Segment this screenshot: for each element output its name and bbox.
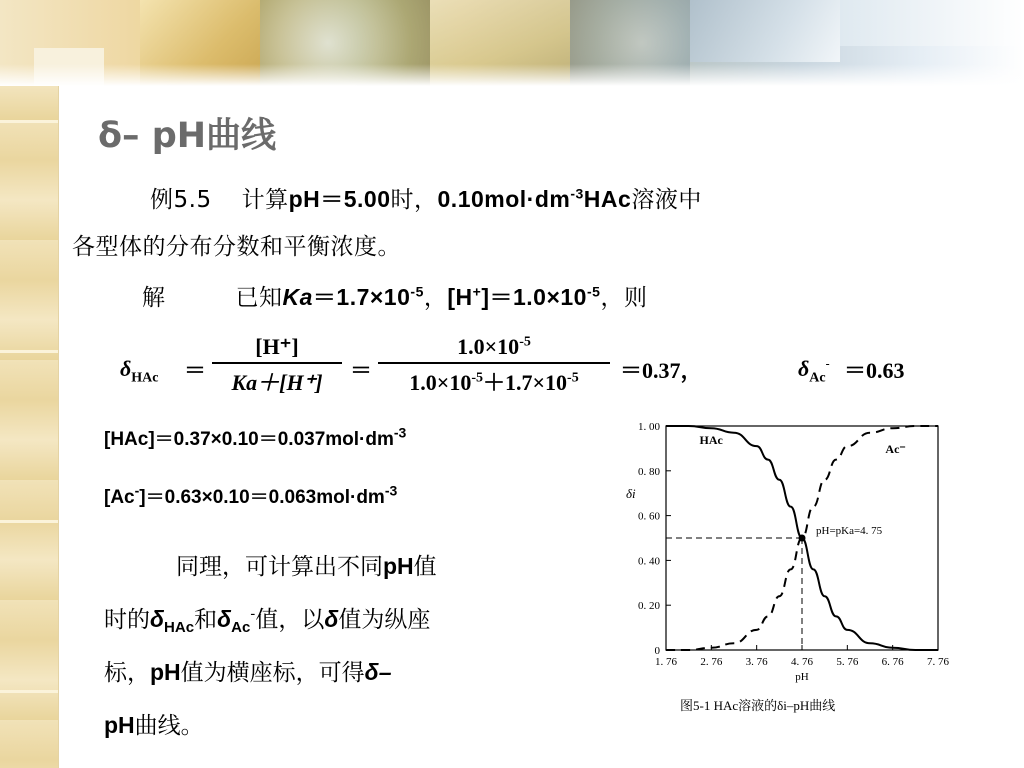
solution-exp2: -5 — [586, 283, 601, 300]
delta-ac: $\delta_{Ac}^-$ — [798, 356, 830, 386]
y-tick-label: 0 — [654, 645, 660, 657]
solution-h: [H — [447, 284, 473, 310]
fraction-numeric-numerator: $1.0\times 10^{-5}$ — [378, 334, 610, 364]
x-tick-label: 6. 76 — [881, 656, 904, 668]
y-axis-label: δi — [626, 486, 636, 501]
y-tick-label: 0. 40 — [638, 555, 660, 568]
x-axis-label: pH — [795, 671, 809, 683]
example-text-post: 溶液中 — [631, 187, 702, 213]
example-conc: 0.10mol·dm — [437, 186, 571, 212]
decorative-banner — [0, 0, 1024, 86]
solution-eq2: ]＝1.0×10 — [481, 284, 587, 310]
decorative-left-strip — [0, 0, 59, 768]
example-hac: HAc — [583, 186, 632, 212]
distribution-formula — [120, 334, 950, 402]
fraction-symbolic-numerator: [H⁺] — [212, 334, 342, 364]
example-text: 计算 — [241, 187, 289, 213]
series-label-ac: Ac⁻ — [885, 441, 906, 456]
y-tick-label: 0. 20 — [638, 600, 660, 613]
example-line-1 — [150, 176, 702, 223]
solution-exp1: -5 — [410, 283, 424, 300]
fraction-symbolic — [212, 334, 342, 397]
solution-line — [142, 274, 647, 321]
hac-concentration: $[HAc]=0.37\times 0.10=0.037mol\cdot dm^{-3}$ — [104, 424, 407, 450]
example-label: 例5.5 — [150, 187, 212, 213]
ac-concentration: $[Ac^-]=0.63\times 0.10=0.063mol\cdot dm^{-3}$ — [104, 482, 398, 508]
x-tick-label: 1. 76 — [655, 656, 677, 668]
delta-hac: $\delta_{HAc}$ — [120, 356, 159, 386]
x-tick-label: 5. 76 — [836, 656, 859, 668]
x-tick-label: 7. 76 — [927, 656, 949, 668]
solution-label: 解 — [142, 285, 166, 311]
formula-result-ac: ＝0.63 — [844, 358, 905, 383]
y-tick-label: 1. 00 — [638, 421, 660, 433]
x-tick-label: 2. 76 — [700, 656, 723, 668]
x-tick-label: 4. 76 — [791, 656, 813, 668]
series-label-hac: HAc — [699, 432, 723, 447]
pka-annotation: pH=pKa=4. 75 — [816, 525, 883, 537]
fraction-symbolic-denominator: Ka＋[H⁺] — [231, 370, 323, 395]
fraction-numeric-denominator: $1.0\times 10^{-5}+1.7\times 10^{-5}$ — [409, 370, 579, 395]
solution-then: ，则 — [600, 285, 648, 311]
x-tick-label: 3. 76 — [745, 656, 768, 668]
solution-eq1: ＝1.7×10 — [312, 284, 411, 310]
chart-caption: 图5-1 HAc溶液的δi–pH曲线 — [680, 698, 836, 713]
formula-eq-1: ＝ — [184, 358, 207, 383]
fraction-numeric — [378, 334, 610, 397]
y-tick-label: 0. 60 — [638, 510, 660, 523]
example-ph: pH＝5.00 — [288, 186, 391, 212]
solution-known: 已知 — [235, 285, 283, 311]
example-text-mid: 时， — [390, 187, 438, 213]
explanation-paragraph: 同理，可计算出不同pH值 时的$\delta_{HAc}$和$\delta_{Ac}^-$值，以δ值为纵座 标，pH值为横座标，可得δ– pH曲线。 — [104, 553, 437, 739]
y-tick-label: 0. 80 — [638, 465, 660, 478]
solution-ka: Ka — [282, 284, 313, 310]
solution-h-plus: + — [472, 283, 482, 300]
chart-axes — [626, 421, 950, 683]
example-line-2: 各型体的分布分数和平衡浓度。 — [72, 234, 401, 260]
intersection-point — [799, 535, 806, 542]
formula-eq-2: ＝ — [350, 358, 373, 383]
chart-marks — [666, 426, 938, 650]
distribution-chart — [608, 410, 968, 710]
slide-title: δ– pH曲线 — [98, 116, 277, 156]
formula-result-hac: ＝0.37， — [620, 358, 703, 383]
solution-comma: ， — [423, 285, 448, 311]
example-exp: -3 — [570, 185, 584, 202]
